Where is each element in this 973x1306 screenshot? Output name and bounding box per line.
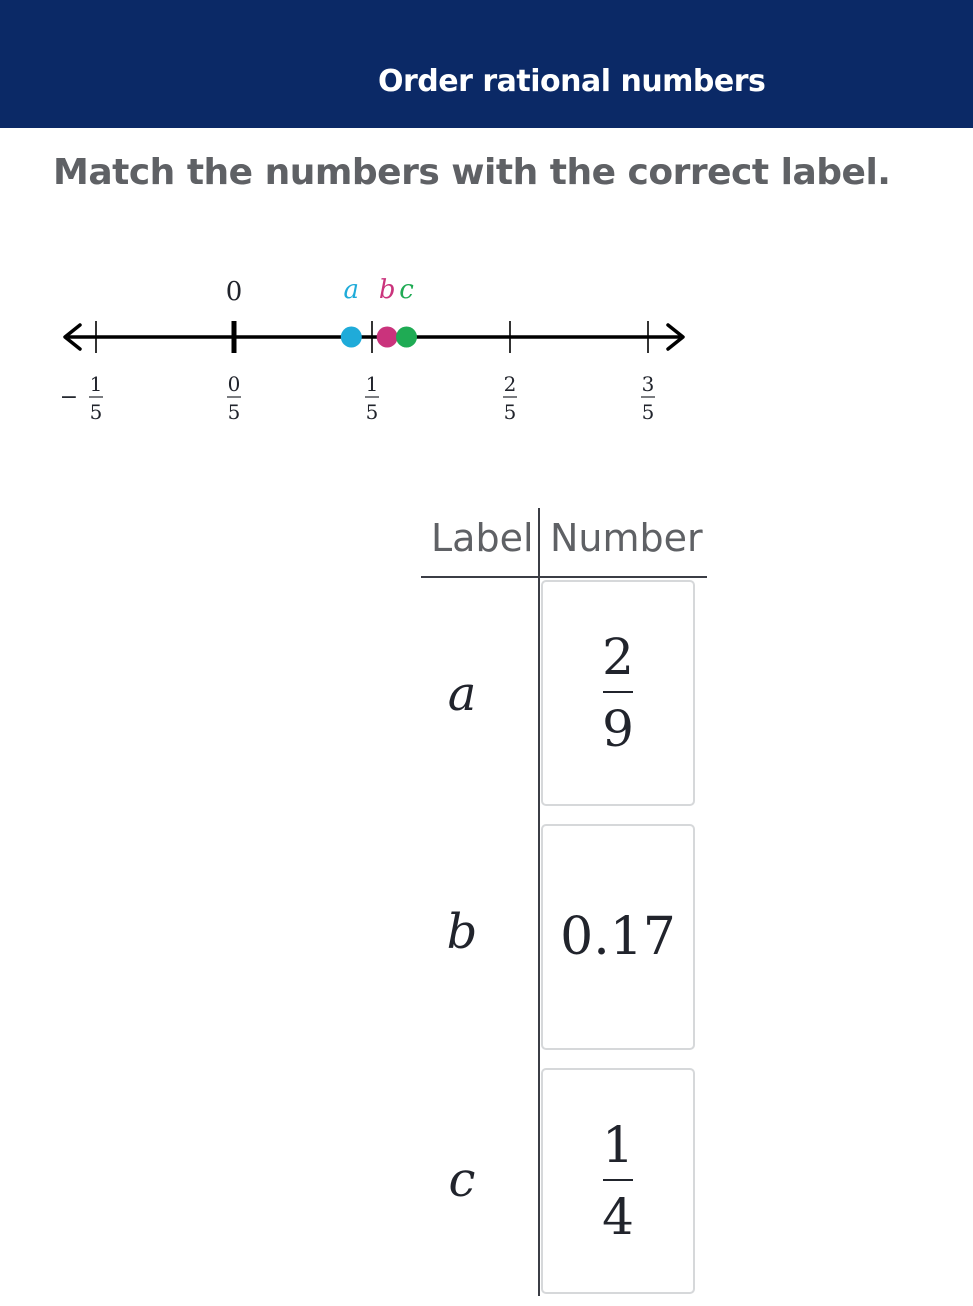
decimal-value: 0.17 — [560, 907, 676, 967]
tick-label-denominator: 5 — [365, 400, 379, 424]
fraction — [602, 1115, 634, 1246]
fraction — [602, 627, 634, 758]
point-label-b: b — [378, 275, 396, 305]
row-label-c: c — [448, 1152, 476, 1208]
exercise-title: Order rational numbers — [378, 64, 766, 99]
number-card-one-quarter[interactable] — [541, 1068, 695, 1294]
tick-label-numerator: 3 — [641, 372, 655, 396]
point-c — [396, 327, 417, 348]
point-label-c: c — [399, 275, 414, 305]
tick-label-sign: − — [59, 385, 79, 410]
header-bar — [0, 0, 973, 128]
row-label-a: a — [447, 666, 477, 722]
point-a — [341, 327, 362, 348]
tick-label-denominator: 5 — [641, 400, 655, 424]
header-underline — [421, 576, 707, 578]
number-line — [0, 260, 973, 450]
row-label-b: b — [446, 904, 478, 960]
origin-label: 0 — [225, 277, 243, 307]
fraction-bar — [603, 1179, 633, 1181]
tick-label-numerator: 1 — [89, 372, 103, 396]
column-divider — [538, 508, 540, 1296]
denominator: 4 — [602, 1188, 634, 1246]
numerator: 2 — [602, 627, 634, 686]
tick-label-denominator: 5 — [89, 400, 103, 424]
question-prompt: Match the numbers with the correct label. — [53, 152, 891, 193]
tick-label-numerator: 2 — [503, 372, 517, 396]
tick-label-numerator: 1 — [365, 372, 379, 396]
tick-label-denominator: 5 — [503, 400, 517, 424]
matching-table — [0, 500, 973, 1306]
number-card-decimal[interactable] — [541, 824, 695, 1050]
tick-label-denominator: 5 — [227, 400, 241, 424]
number-column-header: Number — [550, 516, 703, 560]
label-column-header: Label — [431, 516, 534, 560]
point-label-a: a — [343, 275, 360, 305]
fraction-bar — [603, 691, 633, 693]
tick-label-numerator: 0 — [227, 372, 241, 396]
numerator: 1 — [602, 1115, 634, 1174]
denominator: 9 — [602, 700, 634, 758]
point-b — [377, 327, 398, 348]
number-card-two-ninths[interactable] — [541, 580, 695, 806]
